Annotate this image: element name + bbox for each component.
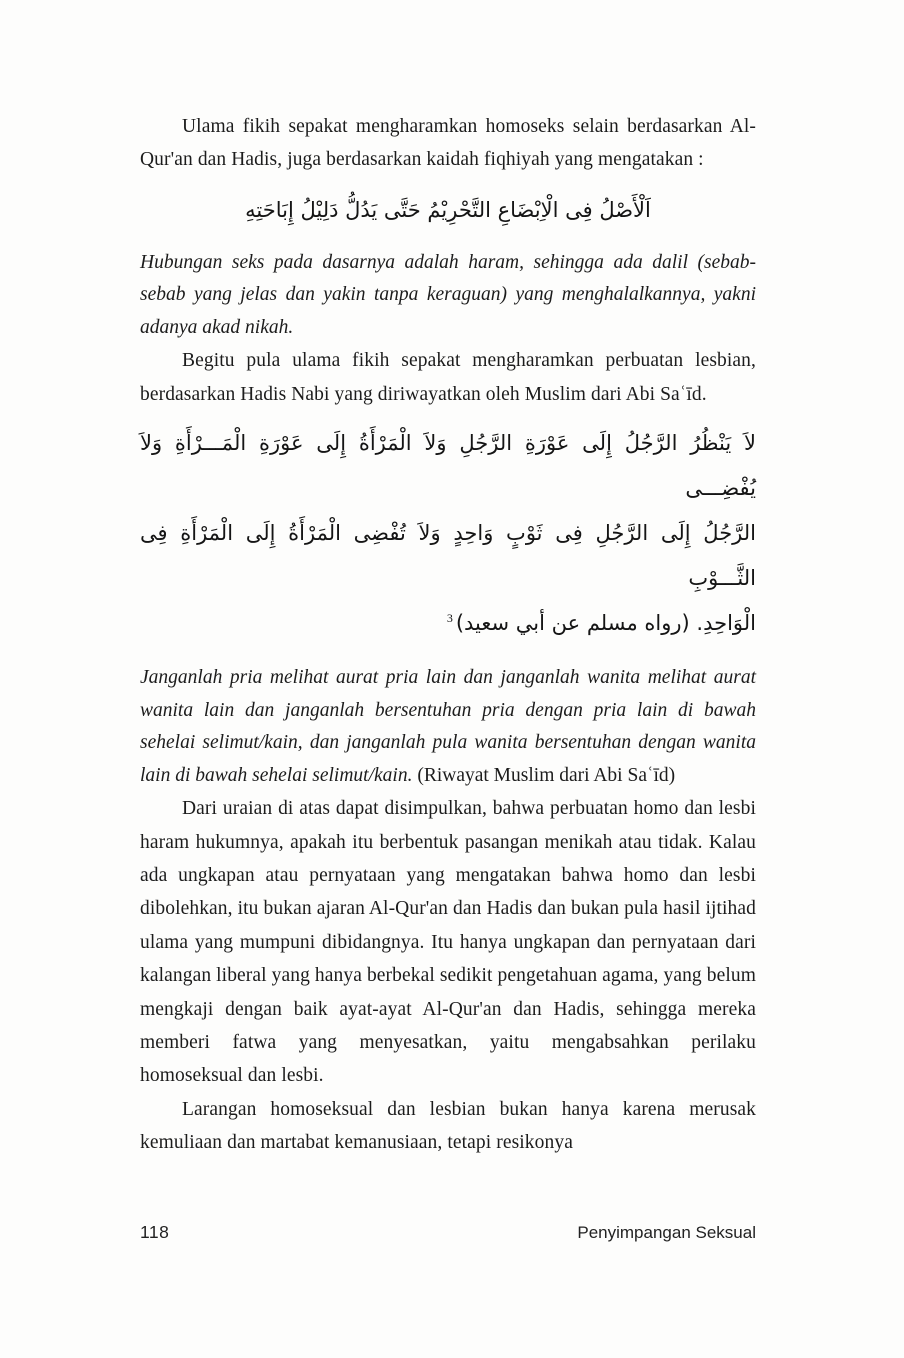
arabic-hadith-line-2: الرَّجُلُ إِلَى الرَّجُلِ فِى ثَوْبٍ وَاحِدٍ وَلاَ تُفْضِى الْمَرْأَةُ إِلَى الْمَرْأَةِ فِى الثَّـــوْبِ bbox=[140, 521, 756, 591]
paragraph-lesbian-ruling: Begitu pula ulama fikih sepakat mengharamkan perbuatan lesbian, berdasarkan Hadis Nabi yang diriwayatkan oleh Muslim dari Abi Saʿīd. bbox=[140, 350, 756, 405]
arabic-quote-kaidah: اَلْأَصْلُ فِى الْاِبْضَاعِ التَّحْرِيْمُ حَتَّى يَدُلُّ دَلِيْلُ إِبَاحَتِهِ bbox=[245, 197, 651, 222]
arabic-hadith-line-1: لاَ يَنْظُرُ الرَّجُلُ إِلَى عَوْرَةِ الرَّجُلِ وَلاَ الْمَرْأَةُ إِلَى عَوْرَةِ الْمَـــرْأَةِ وَلاَ يُفْضِـــى bbox=[140, 431, 756, 501]
page-footer bbox=[140, 1222, 756, 1243]
arabic-hadith-block bbox=[140, 421, 756, 646]
translation-hadith bbox=[140, 662, 756, 792]
page-content bbox=[140, 110, 756, 1160]
translation-hadith-source: (Riwayat Muslim dari Abi Saʿīd) bbox=[417, 764, 676, 786]
paragraph-conclusion: Dari uraian di atas dapat disimpulkan, bahwa perbuatan homo dan lesbi haram hukumnya, apakah itu berbentuk pasangan menikah atau tidak. Kalau ada ungkapan atau pernyataan yang mengatakan bahwa homo dan lesbi dibolehkan, itu bukan ajaran Al-Qur'an dan Hadis dan bukan pula hasil ijtihad ulama yang mumpuni dibidangnya. Itu hanya ungkapan dan pernyataan dari kalangan liberal yang hanya berbekal sedikit pengetahuan agama, yang belum mengkaji dengan baik ayat-ayat Al-Qur'an dan Hadis, sehingga mereka memberi fatwa yang menyesatkan, yaitu mengabsahkan perilaku homoseksual dan lesbi. bbox=[140, 798, 756, 1087]
paragraph-intro: Ulama fikih sepakat mengharamkan homoseks selain berdasarkan Al-Qur'an dan Hadis, juga berdasarkan kaidah fiqhiyah yang mengatakan : bbox=[140, 116, 756, 171]
translation-hadith-italic: Janganlah pria melihat aurat pria lain dan janganlah wanita melihat aurat wanita lain dan janganlah bersentuhan pria dengan pria lain di bawah sehelai selimut/kain, dan janganlah pula wanita bersentuhan dengan wanita lain di bawah sehelai selimut/kain. bbox=[140, 667, 756, 786]
footnote-marker: 3 bbox=[446, 611, 453, 626]
running-title: Penyimpangan Seksual bbox=[577, 1223, 756, 1242]
page-number: 118 bbox=[140, 1222, 170, 1242]
arabic-hadith-line-3-text: الْوَاحِدِ. (رواه مسلم عن أبي سعيد) bbox=[455, 611, 756, 636]
paragraph-prohibition-reason: Larangan homoseksual dan lesbian bukan hanya karena merusak kemuliaan dan martabat kemanusiaan, tetapi resikonya bbox=[140, 1098, 756, 1154]
translation-kaidah: Hubungan seks pada dasarnya adalah haram, sehingga ada dalil (sebab-sebab yang jelas dan yakin tanpa keraguan) yang menghalalkannya, yakni adanya akad nikah. bbox=[140, 251, 756, 338]
arabic-hadith-line-3 bbox=[140, 601, 756, 646]
